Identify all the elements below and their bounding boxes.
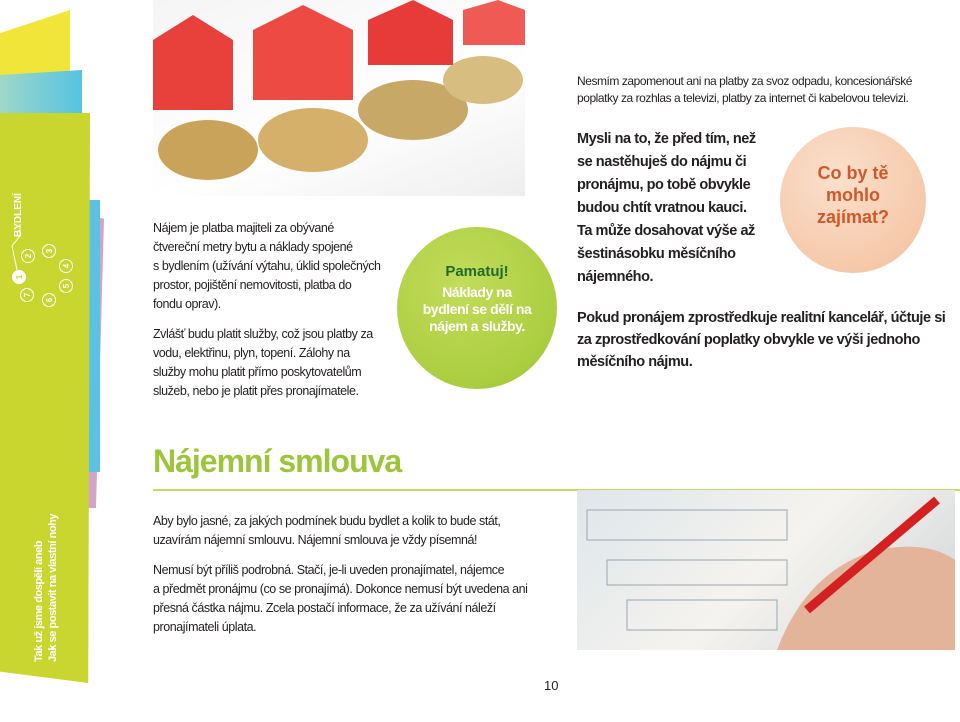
section-label: BYDLENÍ	[13, 193, 24, 237]
text-line: prostor, pojištění nemovitosti, platba do	[153, 278, 352, 292]
chapter-1[interactable]: 1	[12, 270, 26, 284]
text-line: za zprostředkování poplatky obvykle ve výši jednoho	[577, 332, 920, 348]
chapter-6[interactable]: 6	[42, 293, 56, 307]
text-line: služeb, nebo je platit přes pronajímatele.	[153, 384, 359, 398]
signing-contract-photo	[577, 490, 955, 650]
chapter-5[interactable]: 5	[59, 279, 73, 293]
chapter-3[interactable]: 3	[42, 244, 56, 258]
section-heading: Nájemní smlouva	[153, 443, 402, 479]
book-title-line-1: Tak už jsme dospělí aneb	[33, 540, 45, 662]
text-line: Nemusí být příliš podrobná. Stačí, je-li uveden pronajímatel, nájemce	[153, 563, 505, 577]
text-line: fondu oprav).	[153, 297, 221, 311]
page-number: 10	[544, 678, 559, 693]
text-line: Mysli na to, že před tím, než	[577, 131, 756, 147]
remember-text	[423, 284, 532, 335]
left-text	[153, 219, 381, 401]
top-note-line: poplatky za rozhlas a televizi, platby za internet či kabelovou televizi.	[577, 91, 909, 105]
text-line: s bydlením (užívání výtahu, úklid společných	[153, 259, 381, 273]
text-line: vodu, elektřinu, plyn, topení. Zálohy na	[153, 346, 350, 360]
decorative-yellow-tab	[0, 10, 70, 76]
agency-text	[577, 307, 945, 373]
connector-line	[8, 222, 28, 272]
text-line: uzavírám nájemní smlouvu. Nájemní smlouva je vždy písemná!	[153, 533, 478, 547]
interest-bubble	[780, 127, 926, 273]
text-line: Ta může dosahovat výše až	[577, 223, 755, 239]
book-title-line-2: Jak se postavit na vlastní nohy	[47, 513, 59, 662]
top-note-line: Nesmím zapomenout ani na platby za svoz odpadu, koncesionářské	[577, 74, 912, 88]
text-line: služby mohu platit přímo poskytovatelům	[153, 365, 362, 379]
remember-line: bydlení se dělí na	[422, 301, 532, 317]
houses-coins-photo	[153, 0, 525, 196]
remember-bubble	[397, 227, 557, 389]
text-line: pronájmu, po tobě obvykle	[577, 177, 751, 193]
book-title	[32, 514, 60, 662]
remember-title: Pamatuj!	[445, 263, 509, 280]
remember-line: Náklady na	[442, 284, 512, 300]
text-line: pronajímateli úplata.	[153, 620, 257, 634]
text-line: přesná částka nájmu. Zcela postačí informace, že za užívání náleží	[153, 601, 496, 615]
text-line: Aby bylo jasné, za jakých podmínek budu bydlet a kolik to bude stát,	[153, 514, 501, 528]
remember-line: nájem a služby.	[429, 318, 525, 334]
text-line: se nastěhuješ do nájmu či	[577, 154, 747, 170]
interest-line: Co by tě	[817, 163, 889, 183]
interest-line: zajímat?	[816, 207, 890, 227]
text-line: Nájem je platba majiteli za obývané	[153, 221, 334, 235]
deposit-text	[577, 128, 756, 289]
interest-line: mohlo	[826, 185, 880, 205]
text-line: čtvereční metry bytu a náklady spojené	[153, 240, 353, 254]
chapter-4[interactable]: 4	[59, 259, 73, 273]
chapter-7[interactable]: 7	[20, 288, 34, 302]
text-line: šestinásobku měsíčního	[577, 246, 736, 262]
text-line: Pokud pronájem zprostředkuje realitní kancelář, účtuje si	[577, 310, 946, 326]
text-line: Zvlášť budu platit služby, což jsou platby za	[153, 327, 373, 341]
chapter-2[interactable]: 2	[21, 249, 35, 263]
contract-text	[153, 512, 527, 637]
top-note	[577, 73, 912, 107]
text-line: budou chtít vratnou kauci.	[577, 200, 747, 216]
decorative-blue-tab	[0, 70, 82, 120]
text-line: nájemného.	[577, 269, 654, 285]
text-line: a předmět pronájmu (co se pronajímá). Dokonce nemusí být uvedena ani	[153, 582, 528, 596]
text-line: měsíčního nájmu.	[577, 354, 693, 370]
